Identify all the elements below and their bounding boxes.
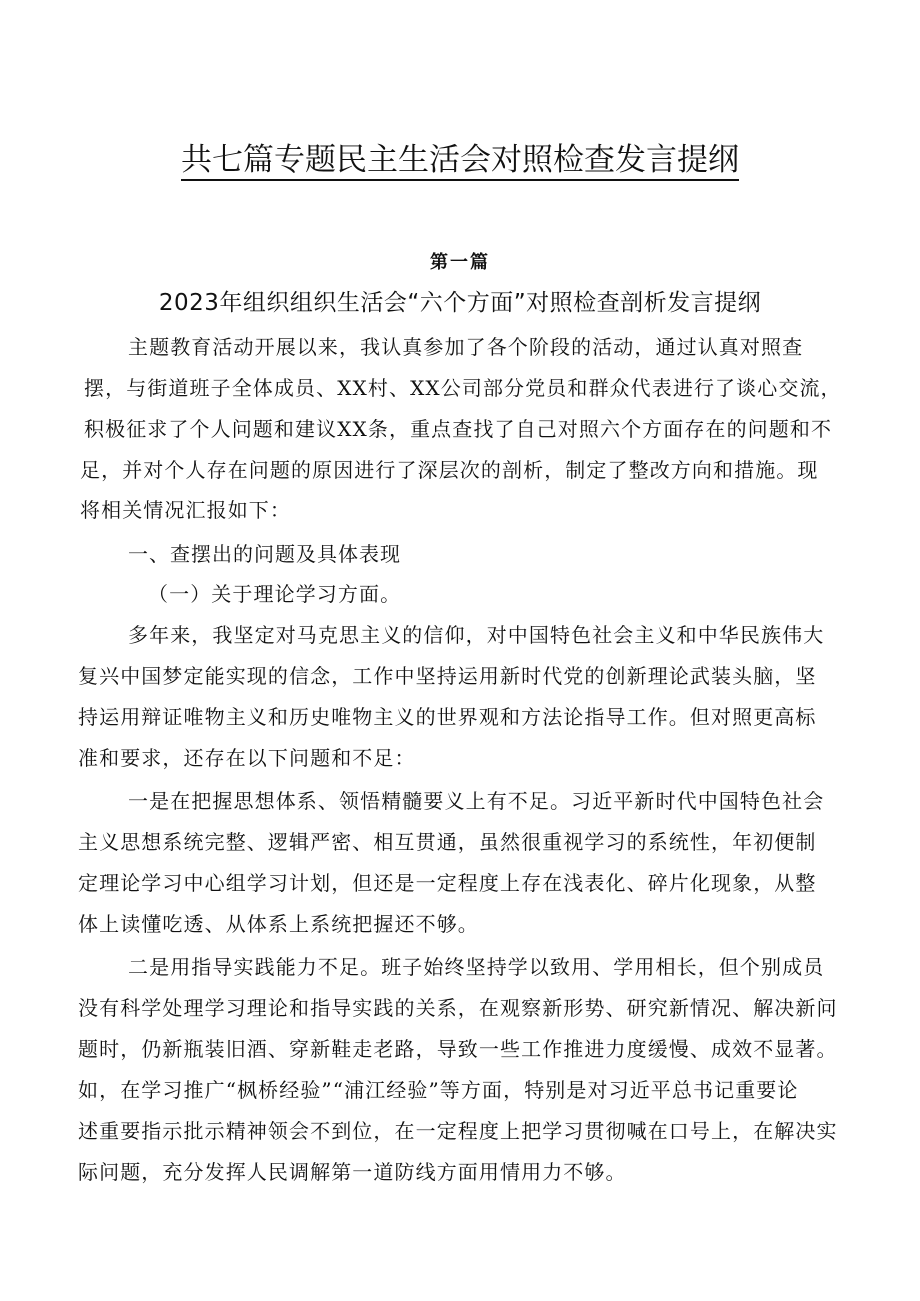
paragraph-line: 复兴中国梦定能实现的信念，工作中坚持运用新时代党的创新理论武装头脑，坚 xyxy=(78,664,817,688)
intro-line: 足，并对个人存在问题的原因进行了深层次的剖析，制定了整改方向和措施。现 xyxy=(80,458,819,482)
document-title xyxy=(0,138,920,182)
document-title-text: 共七篇专题民主生活会对照检查发言提纲 xyxy=(181,142,739,181)
paragraph-line: 一是在把握思想体系、领悟精髓要义上有不足。习近平新时代中国特色社会 xyxy=(128,789,825,813)
paragraph-line: 际问题，充分发挥人民调解第一道防线方面用情用力不够。 xyxy=(78,1160,627,1184)
paragraph-line: 准和要求，还存在以下问题和不足： xyxy=(78,746,416,770)
sub-heading: （一）关于理论学习方面。 xyxy=(148,582,402,606)
paragraph-line: 主义思想系统完整、逻辑严密、相互贯通，虽然很重视学习的系统性，年初便制 xyxy=(78,830,817,854)
paragraph-line: 述重要指示批示精神领会不到位，在一定程度上把学习贯彻喊在口号上，在解决实 xyxy=(78,1119,838,1143)
paragraph-line: 多年来，我坚定对马克思主义的信仰，对中国特色社会主义和中华民族伟大 xyxy=(128,623,825,647)
paragraph-line: 二是用指导实践能力不足。班子始终坚持学以致用、学用相长，但个别成员 xyxy=(128,955,825,979)
intro-line: 主题教育活动开展以来，我认真参加了各个阶段的活动，通过认真对照查 xyxy=(128,335,804,359)
paragraph-line: 体上读懂吃透、从体系上系统把握还不够。 xyxy=(78,912,479,936)
intro-line: 摆，与街道班子全体成员、XX村、XX公司部分党员和群众代表进行了谈心交流， xyxy=(84,376,842,400)
part-label: 第一篇 xyxy=(430,252,490,273)
paragraph-line: 持运用辩证唯物主义和历史唯物主义的世界观和方法论指导工作。但对照更高标 xyxy=(78,705,817,729)
subtitle: 2023年组织组织生活会“六个方面”对照检查剖析发言提纲 xyxy=(158,290,762,316)
intro-line: 将相关情况汇报如下： xyxy=(80,498,291,522)
paragraph-line: 题时，仍新瓶装旧酒、穿新鞋走老路，导致一些工作推进力度缓慢、成效不显著。 xyxy=(78,1037,838,1061)
section-heading: 一、查摆出的问题及具体表现 xyxy=(128,542,401,566)
paragraph-line: 如，在学习推广“枫桥经验”“浦江经验”等方面，特别是对习近平总书记重要论 xyxy=(78,1078,799,1102)
paragraph-line: 没有科学处理学习理论和指导实践的关系，在观察新形势、研究新情况、解决新问 xyxy=(78,996,838,1020)
paragraph-line: 定理论学习中心组学习计划，但还是一定程度上存在浅表化、碎片化现象，从整 xyxy=(78,871,817,895)
intro-line: 积极征求了个人问题和建议XX条，重点查找了自己对照六个方面存在的问题和不 xyxy=(84,417,833,441)
